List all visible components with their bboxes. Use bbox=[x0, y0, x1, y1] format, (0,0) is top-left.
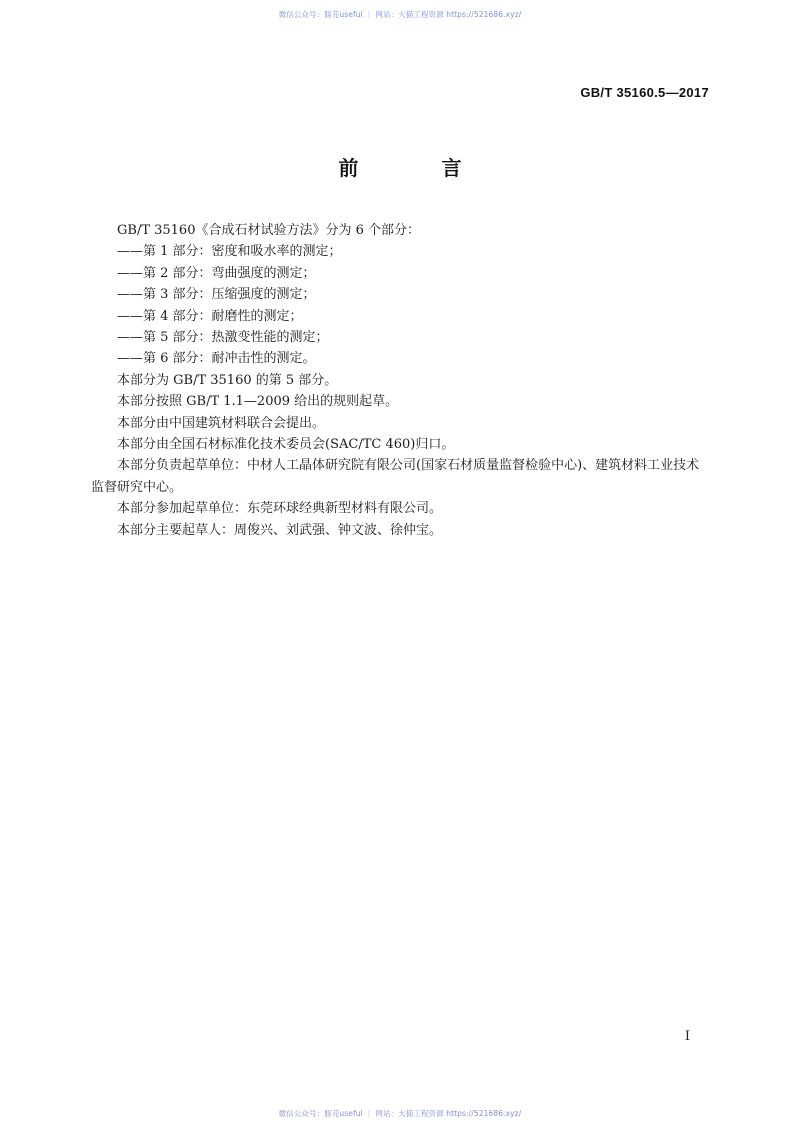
watermark-top: 微信公众号：豚芫useful ｜ 网站：大猫工程资源 https://521686.xyz/ bbox=[278, 10, 522, 19]
list-item-part-2: ——第 2 部分：弯曲强度的测定； bbox=[117, 265, 316, 281]
page-number: I bbox=[684, 1029, 690, 1044]
paragraph-main-drafters: 本部分主要起草人：周俊兴、刘武强、钟文波、徐仲宝。 bbox=[117, 522, 443, 538]
paragraph-participating-drafters: 本部分参加起草单位：东莞环球经典新型材料有限公司。 bbox=[117, 501, 443, 517]
list-item-part-4: ——第 4 部分：耐磨性的测定； bbox=[117, 308, 303, 324]
watermark-bottom: 微信公众号：豚芫useful ｜ 网站：大猫工程资源 https://521686.xyz/ bbox=[278, 1109, 522, 1118]
standard-code: GB/T 35160.5—2017 bbox=[580, 85, 709, 100]
list-item-part-6: ——第 6 部分：耐冲击性的测定。 bbox=[117, 351, 316, 367]
paragraph-administered-by: 本部分由全国石材标准化技术委员会(SAC/TC 460)归口。 bbox=[117, 437, 455, 453]
paragraph-responsible-drafters: 本部分负责起草单位：中材人工晶体研究院有限公司(国家石材质量监督检验中心)、建筑材料工业技术监督研究中心。 bbox=[91, 458, 700, 495]
list-item-part-5: ——第 5 部分：热激变性能的测定； bbox=[117, 330, 329, 346]
paragraph-proposed-by: 本部分由中国建筑材料联合会提出。 bbox=[117, 415, 326, 431]
list-item-part-1: ——第 1 部分：密度和吸水率的测定； bbox=[117, 244, 342, 260]
page-title: 前 言 bbox=[338, 156, 500, 180]
list-item-part-3: ——第 3 部分：压缩强度的测定； bbox=[117, 287, 316, 303]
foreword-body bbox=[91, 220, 711, 541]
paragraph-intro: GB/T 35160《合成石材试验方法》分为 6 个部分： bbox=[117, 223, 421, 238]
paragraph-part-statement: 本部分为 GB/T 35160 的第 5 部分。 bbox=[117, 372, 338, 388]
paragraph-drafting-rules: 本部分按照 GB/T 1.1—2009 给出的规则起草。 bbox=[117, 394, 399, 410]
